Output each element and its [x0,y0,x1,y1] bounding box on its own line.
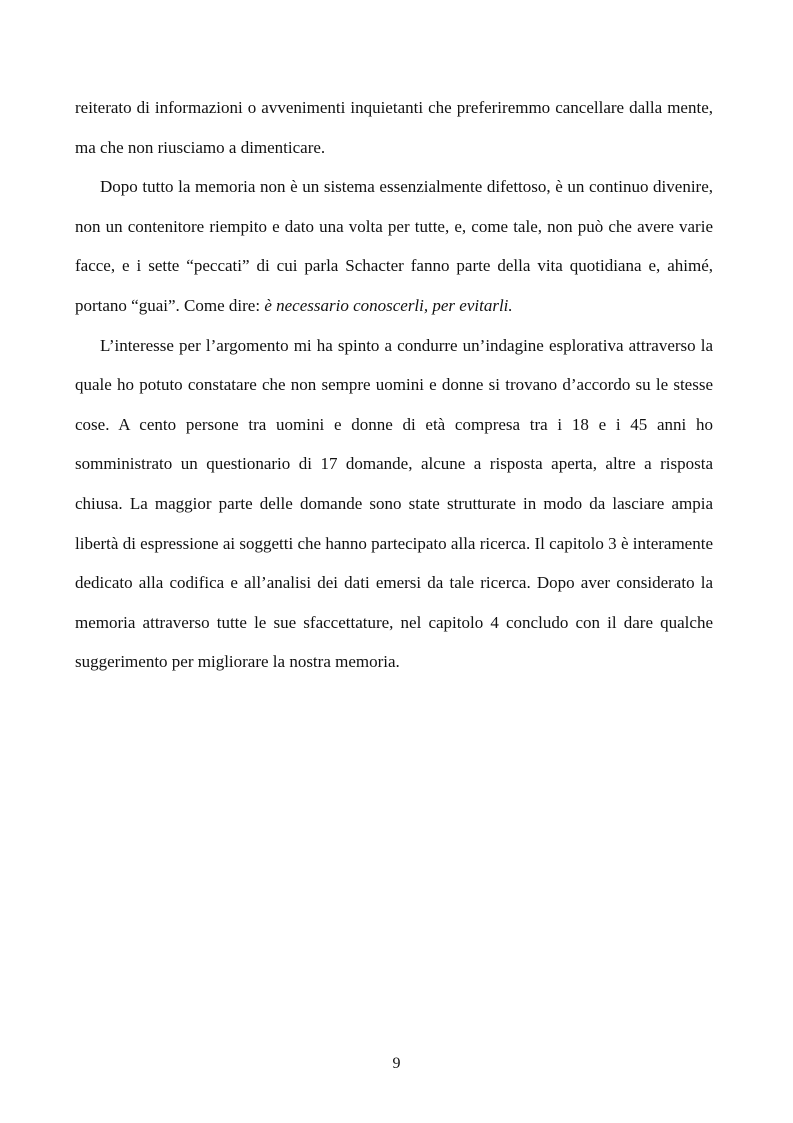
paragraph-2 [75,167,713,325]
page-number: 9 [392,1055,401,1072]
paragraph-2-italic-quote: è necessario conoscerli, per evitarli. [264,295,513,315]
paragraph-1: reiterato di informazioni o avvenimenti inquietanti che preferiremmo cancellare dalla mente, ma che non riusciamo a dimenticare. [75,98,713,157]
paragraph-3: L’interesse per l’argomento mi ha spinto a condurre un’indagine esplorativa attraverso la quale ho potuto constatare che non sempre uomini e donne si trovano d’accordo su le stesse cose. A cento persone tra uomini e donne di età compresa tra i 18 e i 45 anni ho somministrato un questionario di 17 domande, alcune a risposta aperta, altre a risposta chiusa. La maggior parte delle domande sono state strutturate in modo da lasciare ampia libertà di espressione ai soggetti che hanno partecipato alla ricerca. Il capitolo 3 è interamente dedicato alla codifica e all’analisi dei dati emersi da tale ricerca. Dopo aver considerato la memoria attraverso tutte le sue sfaccettature, nel capitolo 4 concludo con il dare qualche suggerimento per migliorare la nostra memoria. [75,335,713,672]
body-text [75,88,713,682]
paragraph-2-text: Dopo tutto la memoria non è un sistema essenzialmente difettoso, è un continuo divenire, non un contenitore riempito e dato una volta per tutte, e, come tale, non può che avere varie facce, e i sette “peccati” di cui parla Schacter fanno parte della vita quotidiana e, ahimé, portano “guai”. Come dire: [75,177,713,315]
